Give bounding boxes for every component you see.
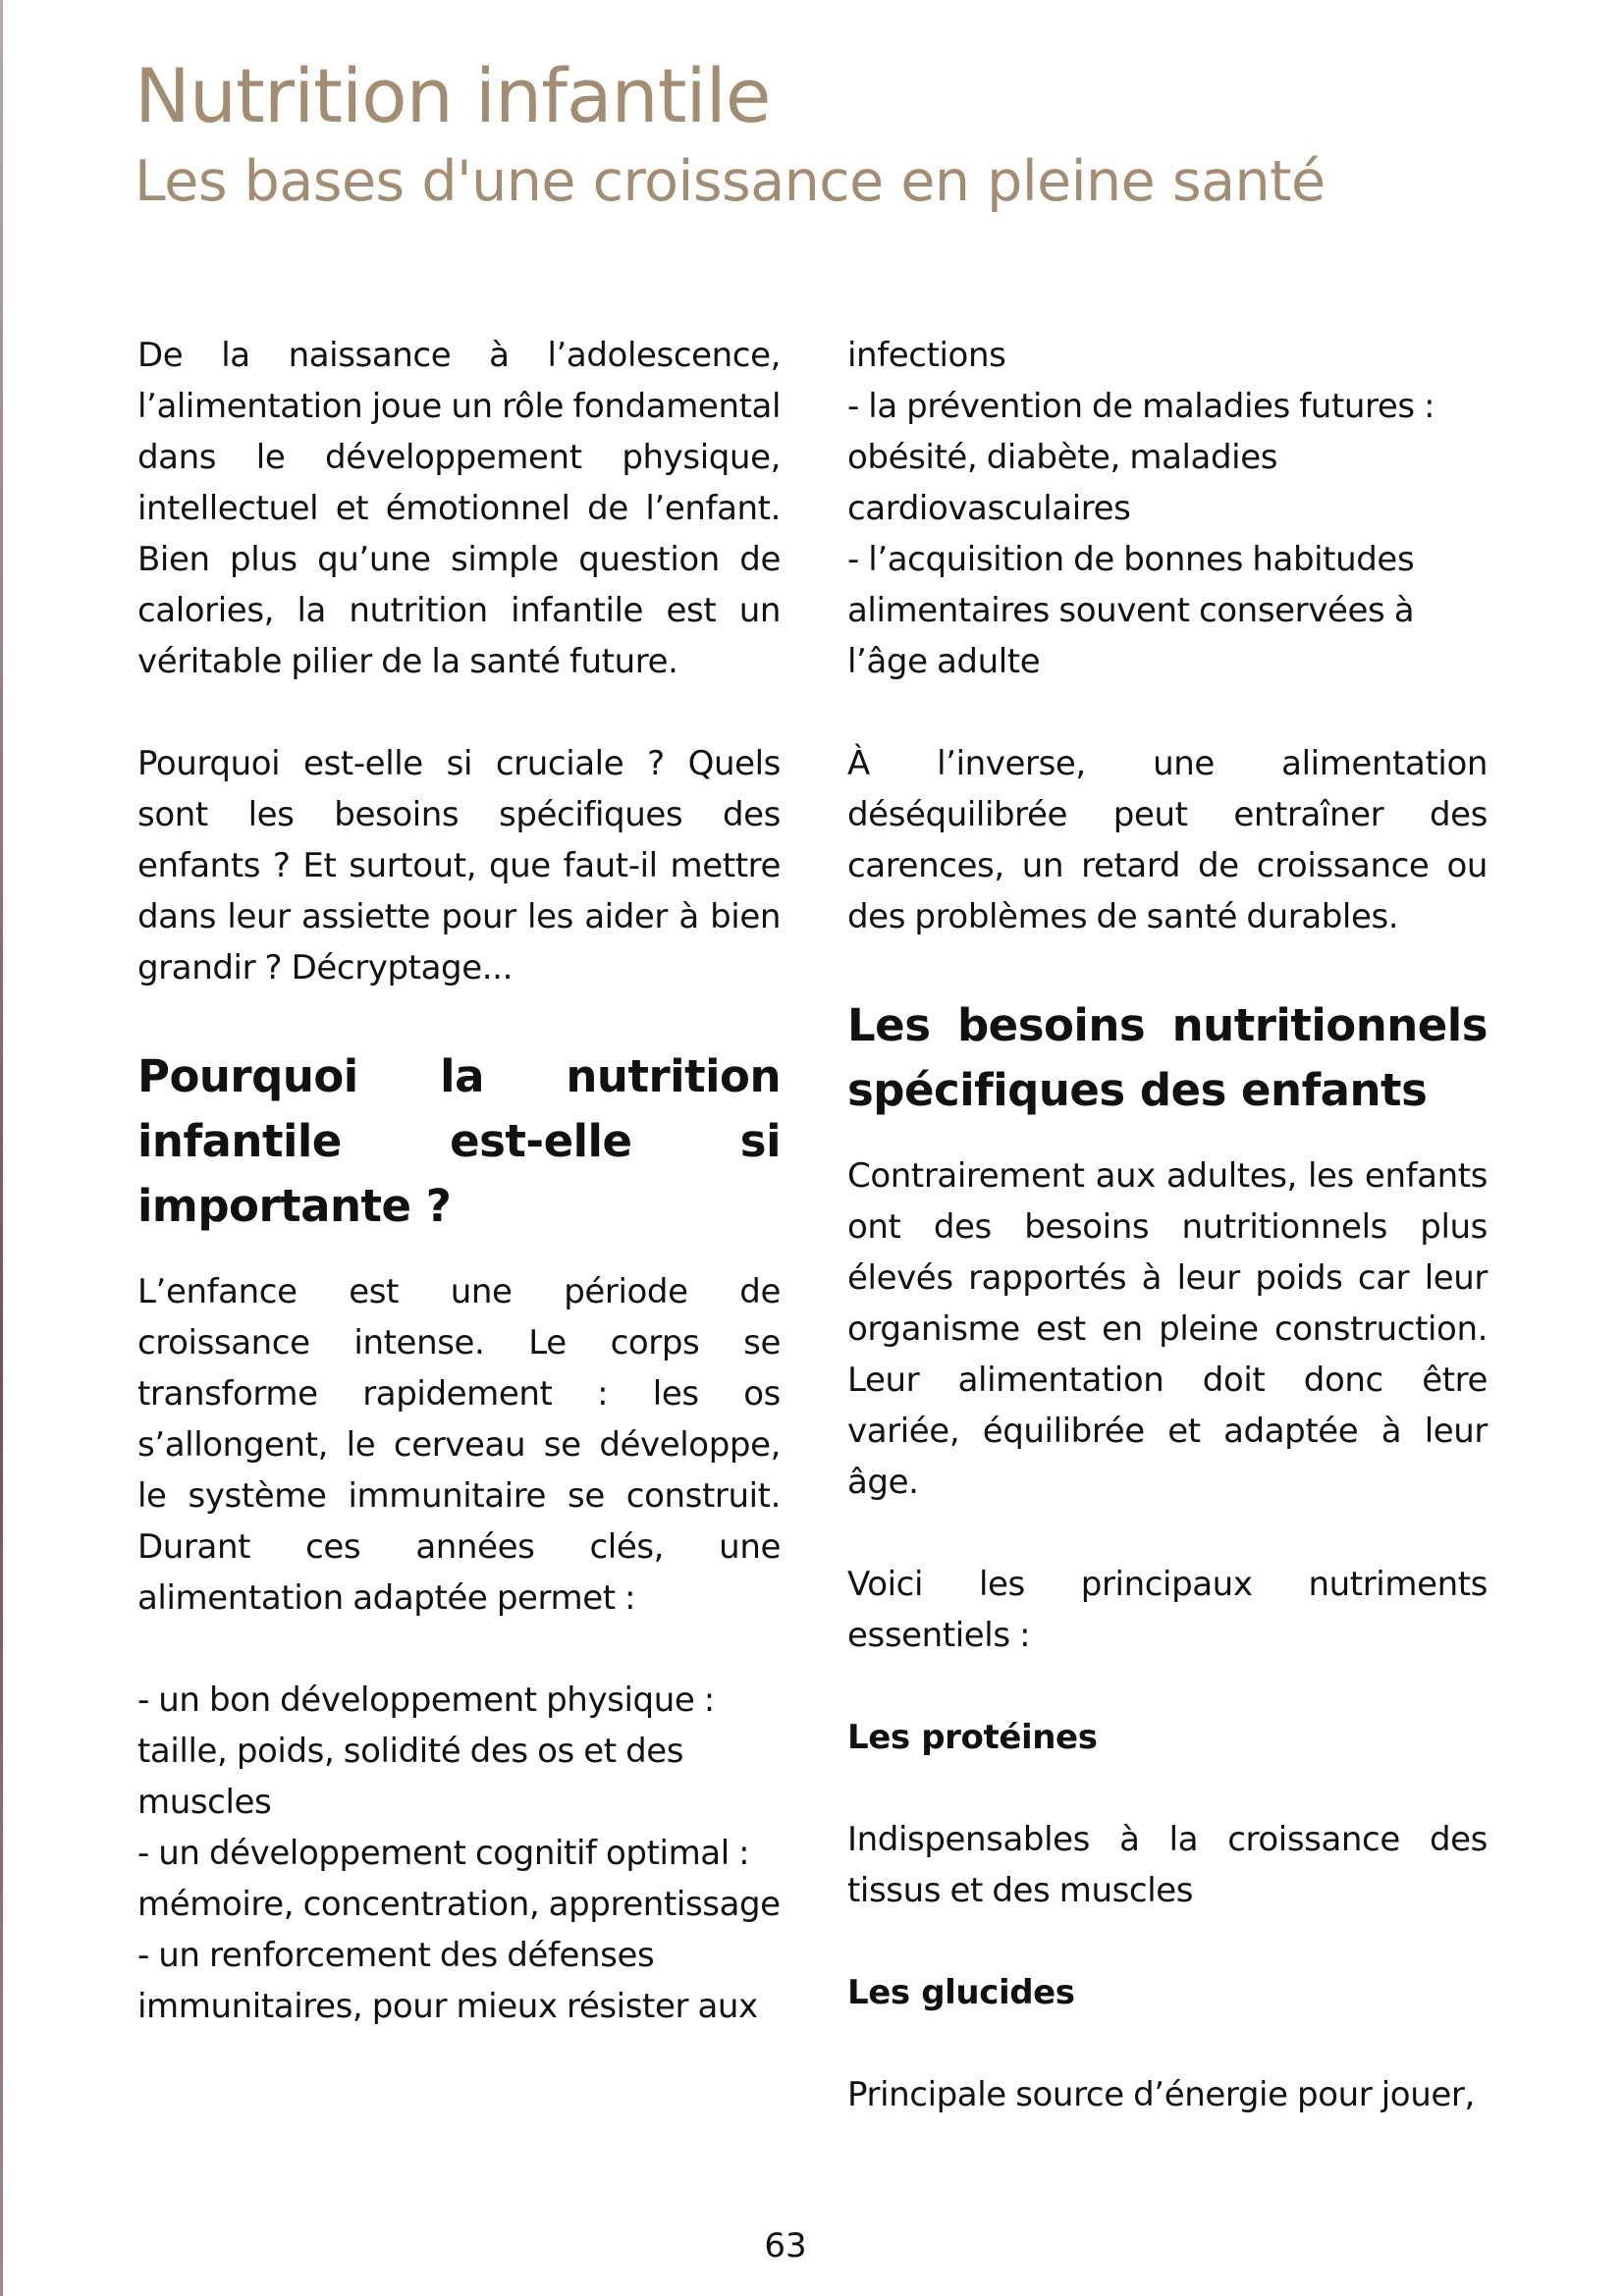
- paragraph-spacer: [847, 1508, 1488, 1559]
- paragraph-spacer: [847, 687, 1488, 738]
- nutrient-heading-proteins: Les protéines: [847, 1718, 1098, 1757]
- needs-paragraph: Contrairement aux adultes, les enfants ont des besoins nutritionnels plus élevés rapportés à leur poids car leur organisme est en pleine construction. Leur alimentation doit donc être variée, équilibrée et adaptée à leur âge.: [847, 1156, 1488, 1502]
- benefit-list-item: - l’acquisition de bonnes habitudes alimentaires souvent conservées à l’âge adulte: [847, 540, 1415, 681]
- nutrients-intro-paragraph: Voici les principaux nutriments essentiels :: [847, 1565, 1488, 1655]
- benefit-list-item: - un bon développement physique : taille, poids, solidité des os et des muscles: [137, 1681, 715, 1822]
- paragraph-spacer: [137, 1624, 781, 1675]
- benefit-list-item: - un renforcement des défenses immunitaires, pour mieux résister aux: [137, 1936, 758, 2026]
- intro-paragraph-2: Pourquoi est-elle si cruciale ? Quels sont les besoins spécifiques des enfants ? Et surtout, que faut-il mettre dans leur assiette pour les aider à bien grandir ? Décryptage...: [137, 744, 781, 988]
- benefit-list-item: - la prévention de maladies futures : obésité, diabète, maladies cardiovasculaires: [847, 387, 1435, 528]
- benefit-list-item: infections: [847, 336, 1006, 375]
- inverse-paragraph: À l’inverse, une alimentation déséquilibrée peut entraîner des carences, un retard de croissance ou des problèmes de santé durables.: [847, 744, 1488, 936]
- paragraph-spacer: [847, 1916, 1488, 1967]
- left-column: [137, 330, 781, 2032]
- nutrient-heading-carbs: Les glucides: [847, 1973, 1075, 2012]
- paragraph-spacer: [137, 687, 781, 738]
- nutrient-text-proteins: Indispensables à la croissance des tissus et des muscles: [847, 1820, 1488, 1910]
- page-header: [135, 52, 1509, 214]
- page-subtitle: Les bases d'une croissance en pleine santé: [135, 148, 1326, 214]
- paragraph-spacer: [847, 1661, 1488, 1712]
- importance-paragraph: L’enfance est une période de croissance intense. Le corps se transforme rapidement : les os s’allongent, le cerveau se développe, le système immunitaire se construit. Durant ces années clés, une alimentation adaptée permet :: [137, 1272, 781, 1618]
- paragraph-spacer: [137, 993, 781, 1044]
- paragraph-spacer: [847, 2018, 1488, 2069]
- page-edge-strip: [0, 0, 3, 2296]
- benefit-list-item: - un développement cognitif optimal : mémoire, concentration, apprentissage: [137, 1834, 781, 1924]
- page-title: Nutrition infantile: [135, 52, 771, 139]
- intro-paragraph-1: De la naissance à l’adolescence, l’alimentation joue un rôle fondamental dans le développement physique, intellectuel et émotionnel de l’enfant. Bien plus qu’une simple question de calories, la nutrition infantile est un véritable pilier de la santé future.: [137, 336, 781, 681]
- paragraph-spacer: [847, 1763, 1488, 1814]
- page-number: 63: [764, 2226, 807, 2266]
- paragraph-spacer: [847, 942, 1488, 993]
- heading-spacer: [847, 1123, 1488, 1150]
- heading-spacer: [137, 1239, 781, 1266]
- right-column: [847, 330, 1488, 2120]
- nutrient-text-carbs: Principale source d’énergie pour jouer,: [847, 2075, 1475, 2114]
- section-heading-importance: Pourquoi la nutrition infantile est-elle si importante ?: [137, 1050, 781, 1232]
- section-heading-needs: Les besoins nutritionnels spécifiques des enfants: [847, 999, 1488, 1116]
